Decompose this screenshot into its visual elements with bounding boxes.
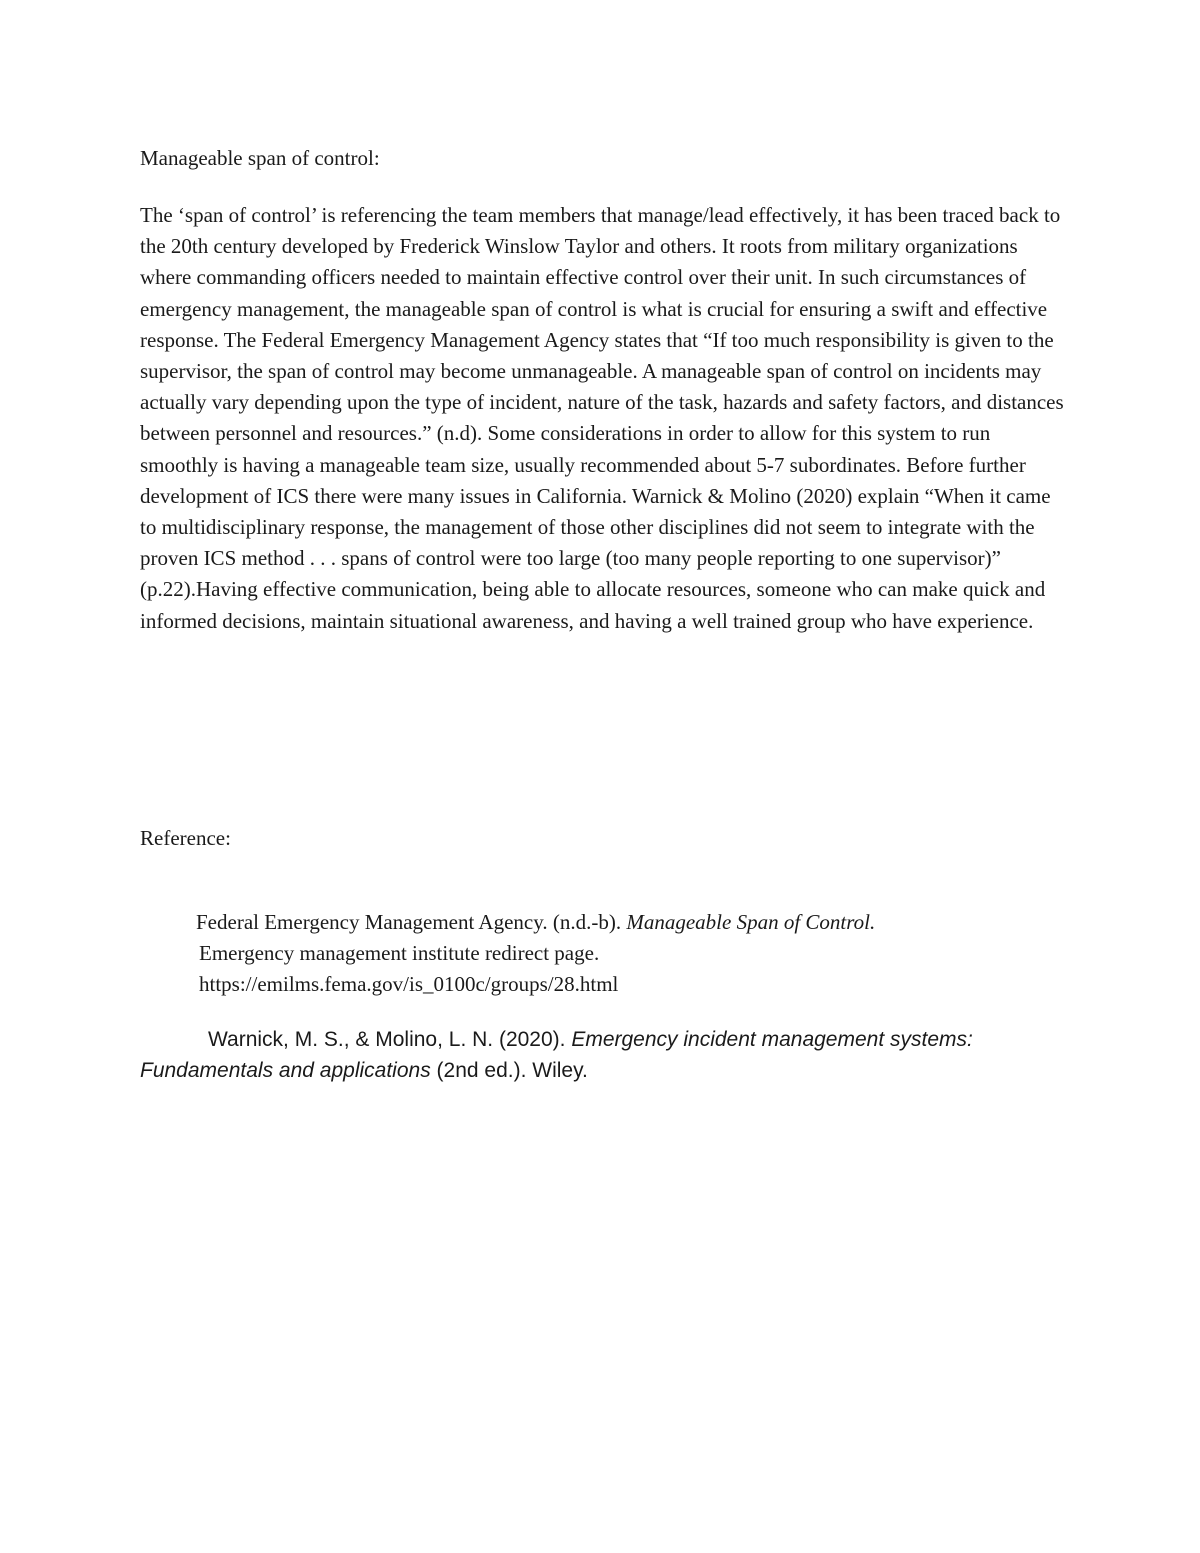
reference-fema-url: https://emilms.fema.gov/is_0100c/groups/28.html <box>199 972 619 996</box>
reference-fema-title: Manageable Span of Control. <box>626 910 876 934</box>
reference-fema-line-2: Emergency management institute redirect page. <box>199 941 600 965</box>
section-heading: Manageable span of control: <box>140 146 380 170</box>
reference-warnick-author: Warnick, M. S., & Molino, L. N. (2020). <box>208 1028 572 1051</box>
reference-warnick <box>140 1024 1010 1086</box>
body-paragraph: The ‘span of control’ is referencing the team members that manage/lead effectively, it has been traced back to the 20th century developed by Frederick Winslow Taylor and others. It roots from military organizations where commanding officers needed to maintain effective control over their unit. In such circumstances of emergency management, the manageable span of control is what is crucial for ensuring a swift and effective response. The Federal Emergency Management Agency states that “If too much responsibility is given to the supervisor, the span of control may become unmanageable. A manageable span of control on incidents may actually vary depending upon the type of incident, nature of the task, hazards and safety factors, and distances between personnel and resources.” (n.d). Some considerations in order to allow for this system to run smoothly is having a manageable team size, usually recommended about 5-7 subordinates. Before further development of ICS there were many issues in California. Warnick & Molino (2020) explain “When it came to multidisciplinary response, the management of those other disciplines did not seem to integrate with the proven ICS method . . . spans of control were too large (too many people reporting to one supervisor)” (p.22).Having effective communication, being able to allocate resources, someone who can make quick and informed decisions, maintain situational awareness, and having a well trained group who have experience. <box>140 203 1064 633</box>
reference-warnick-title: Emergency incident management systems: Fundamentals and applications <box>140 1028 973 1082</box>
reference-heading: Reference: <box>140 826 231 850</box>
reference-fema-line-1 <box>196 907 1056 938</box>
reference-fema-author: Federal Emergency Management Agency. (n.d.-b). <box>196 910 627 934</box>
reference-warnick-tail: (2nd ed.). Wiley. <box>430 1059 588 1082</box>
reference-fema <box>196 907 1056 1000</box>
